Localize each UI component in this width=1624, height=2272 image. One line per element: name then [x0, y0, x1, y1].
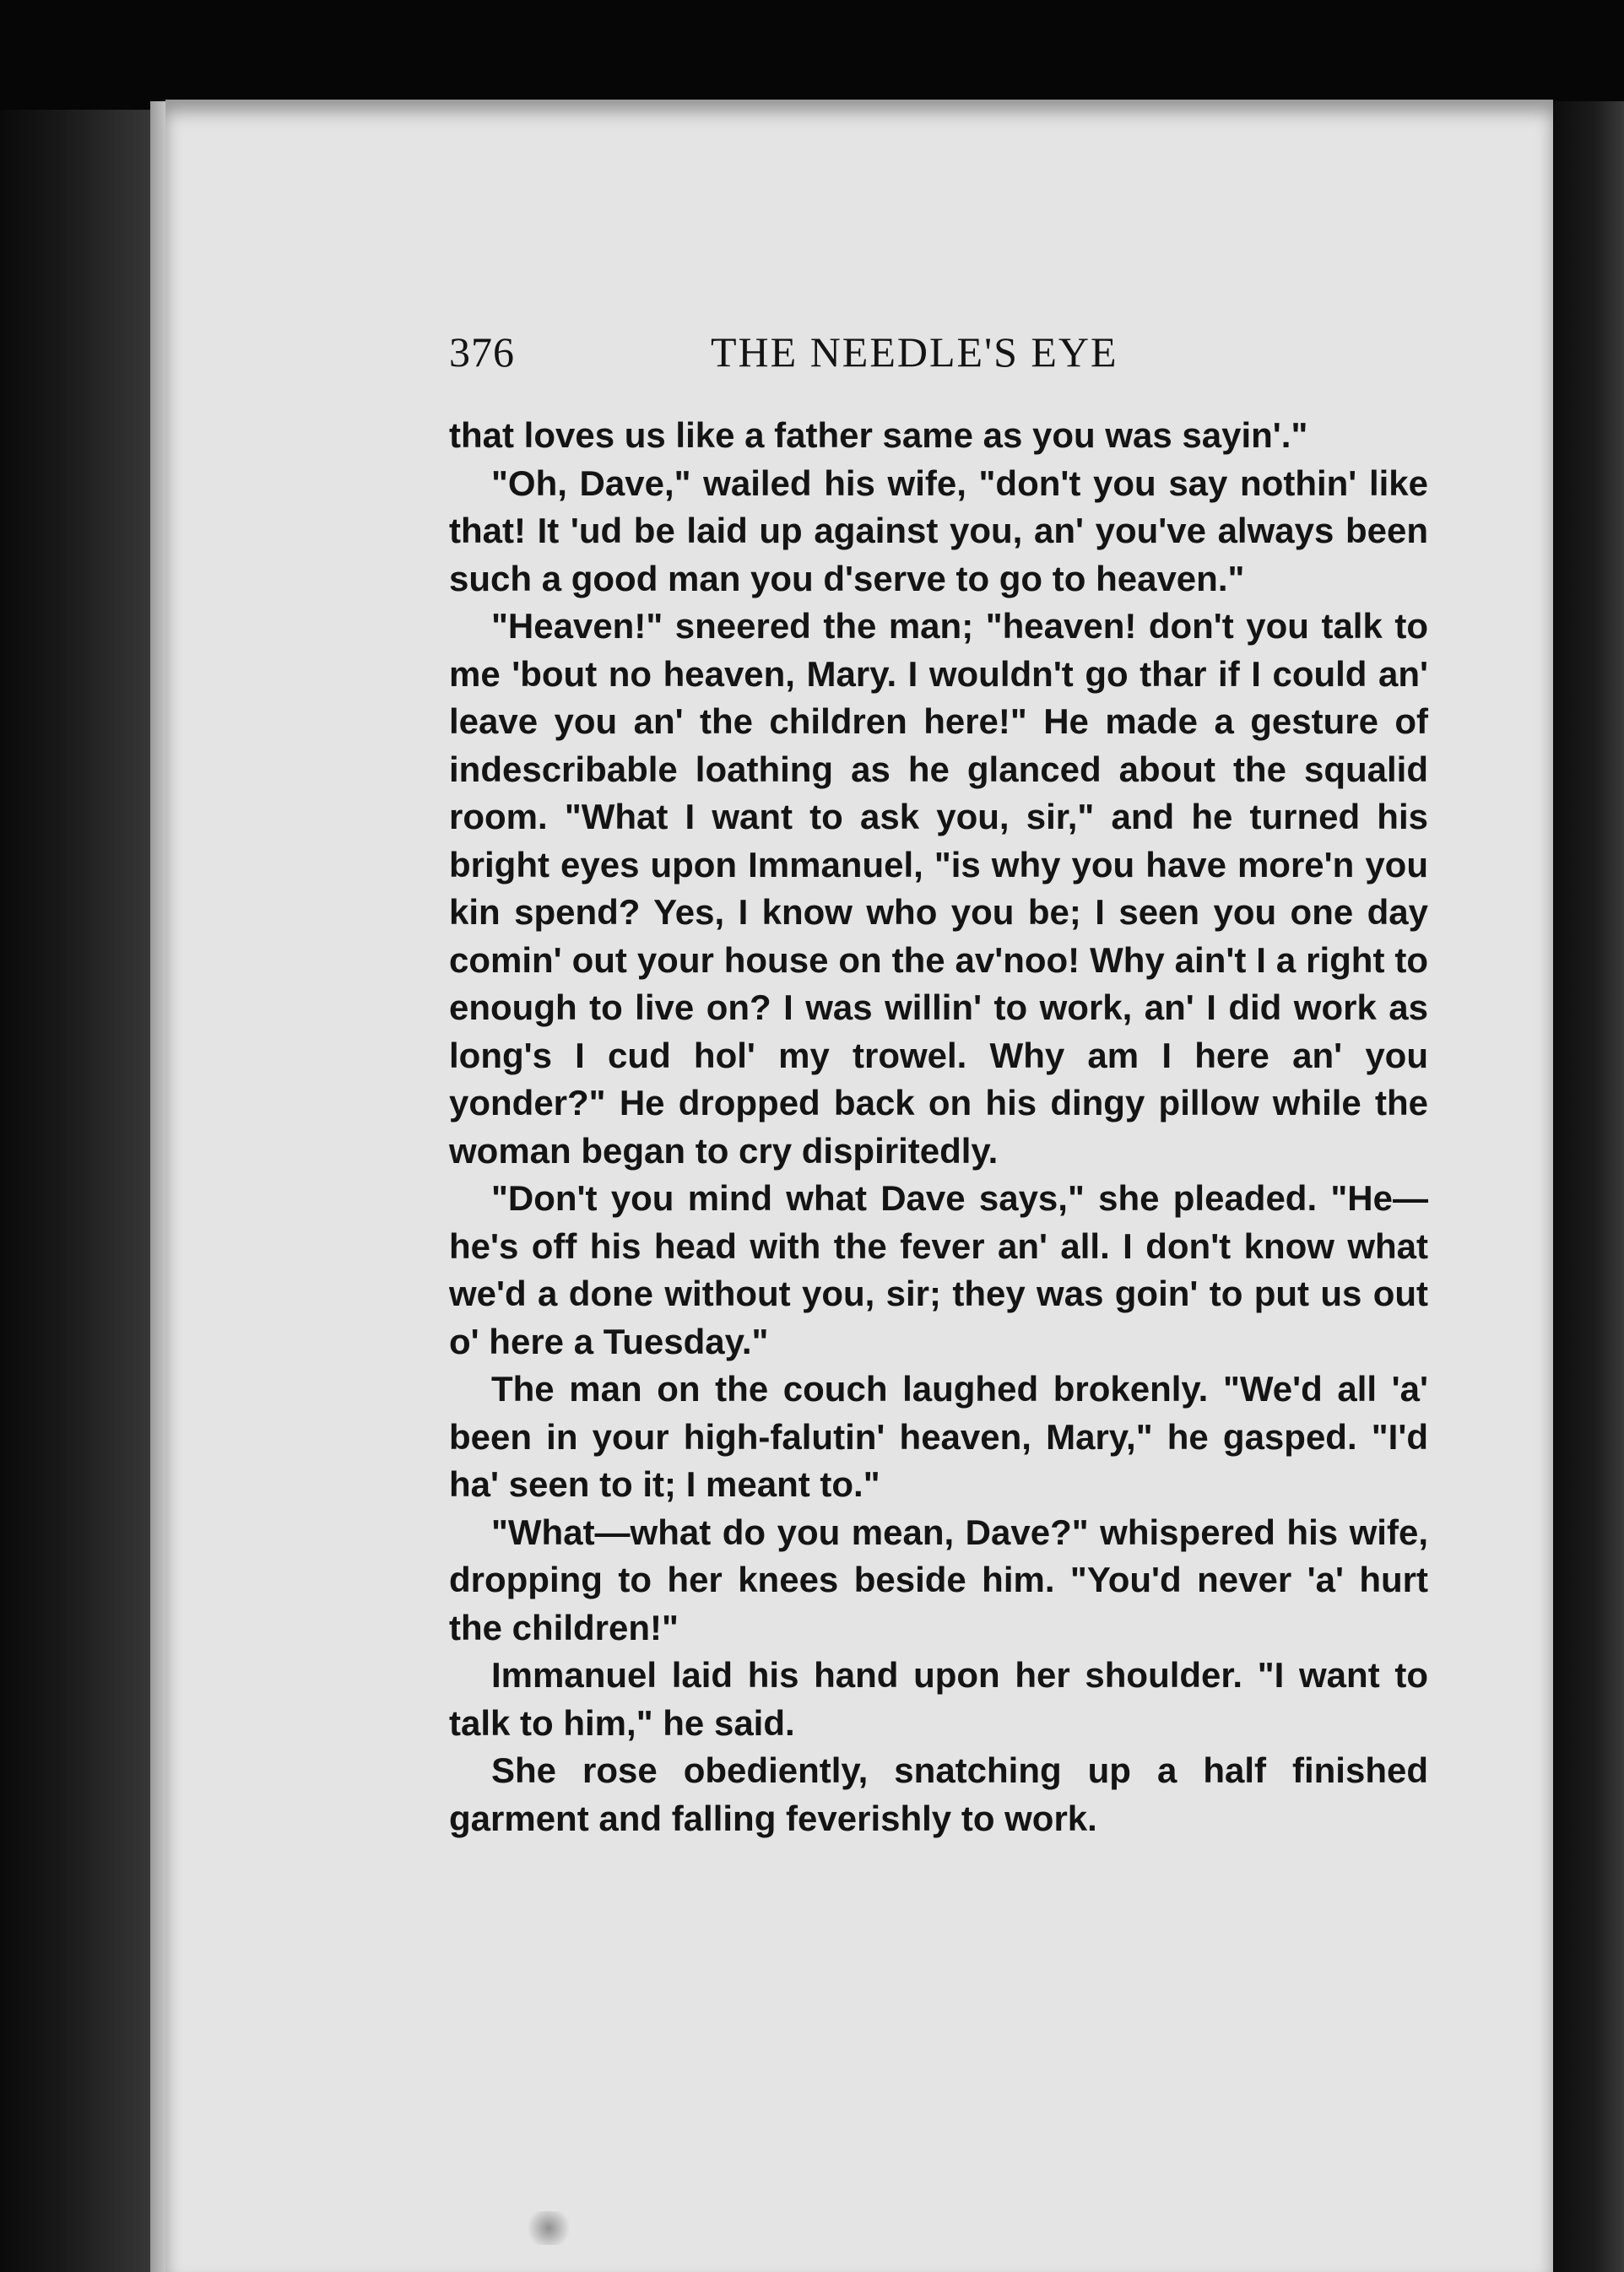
page-number: 376: [449, 328, 515, 376]
body-text: [449, 412, 1428, 1842]
paragraph: The man on the couch laughed brokenly. "We'd all 'a' been in your high-falutin' heaven, Mary," he gasped. "I'd ha' seen to it; I meant to.": [449, 1369, 1428, 1504]
book-page: [165, 100, 1553, 2272]
paragraph: "Don't you mind what Dave says," she pleaded. "He—he's off his head with the fever an' all. I don't know what we'd a done without you, sir; they was goin' to put us out o' here a Tuesday.": [449, 1178, 1428, 1361]
page-content: [449, 327, 1597, 1842]
running-head: THE NEEDLE'S EYE: [711, 328, 1118, 376]
paragraph: that loves us like a father same as you was sayin'.": [449, 415, 1308, 455]
paragraph: Immanuel laid his hand upon her shoulder. "I want to talk to him," he said.: [449, 1655, 1428, 1743]
paragraph: "Heaven!" sneered the man; "heaven! don't you talk to me 'bout no heaven, Mary. I wouldn't go thar if I could an' leave you an' the children here!" He made a gesture of indescribable loathing as he glanced about the squalid room. "What I want to ask you, sir," and he turned his bright eyes upon Immanuel, "is why you have more'n you kin spend? Yes, I know who you be; I seen you one day comin' out your house on the av'noo! Why ain't I a right to enough to live on? I was willin' to work, an' I did work as long's I cud hol' my trowel. Why am I here an' you yonder?" He dropped back on his dingy pillow while the woman began to cry dispiritedly.: [449, 606, 1428, 1171]
book-binding-edge: [0, 110, 160, 2272]
scan-speck: [523, 2211, 574, 2245]
paragraph: "What—what do you mean, Dave?" whispered his wife, dropping to her knees beside him. "You'd never 'a' hurt the children!": [449, 1512, 1428, 1647]
page-header: [449, 327, 1597, 378]
paragraph: "Oh, Dave," wailed his wife, "don't you say nothin' like that! It 'ud be laid up against you, an' you've always been such a good man you d'serve to go to heaven.": [449, 463, 1428, 598]
paragraph: She rose obediently, snatching up a half finished garment and falling feverishly to work.: [449, 1750, 1428, 1838]
